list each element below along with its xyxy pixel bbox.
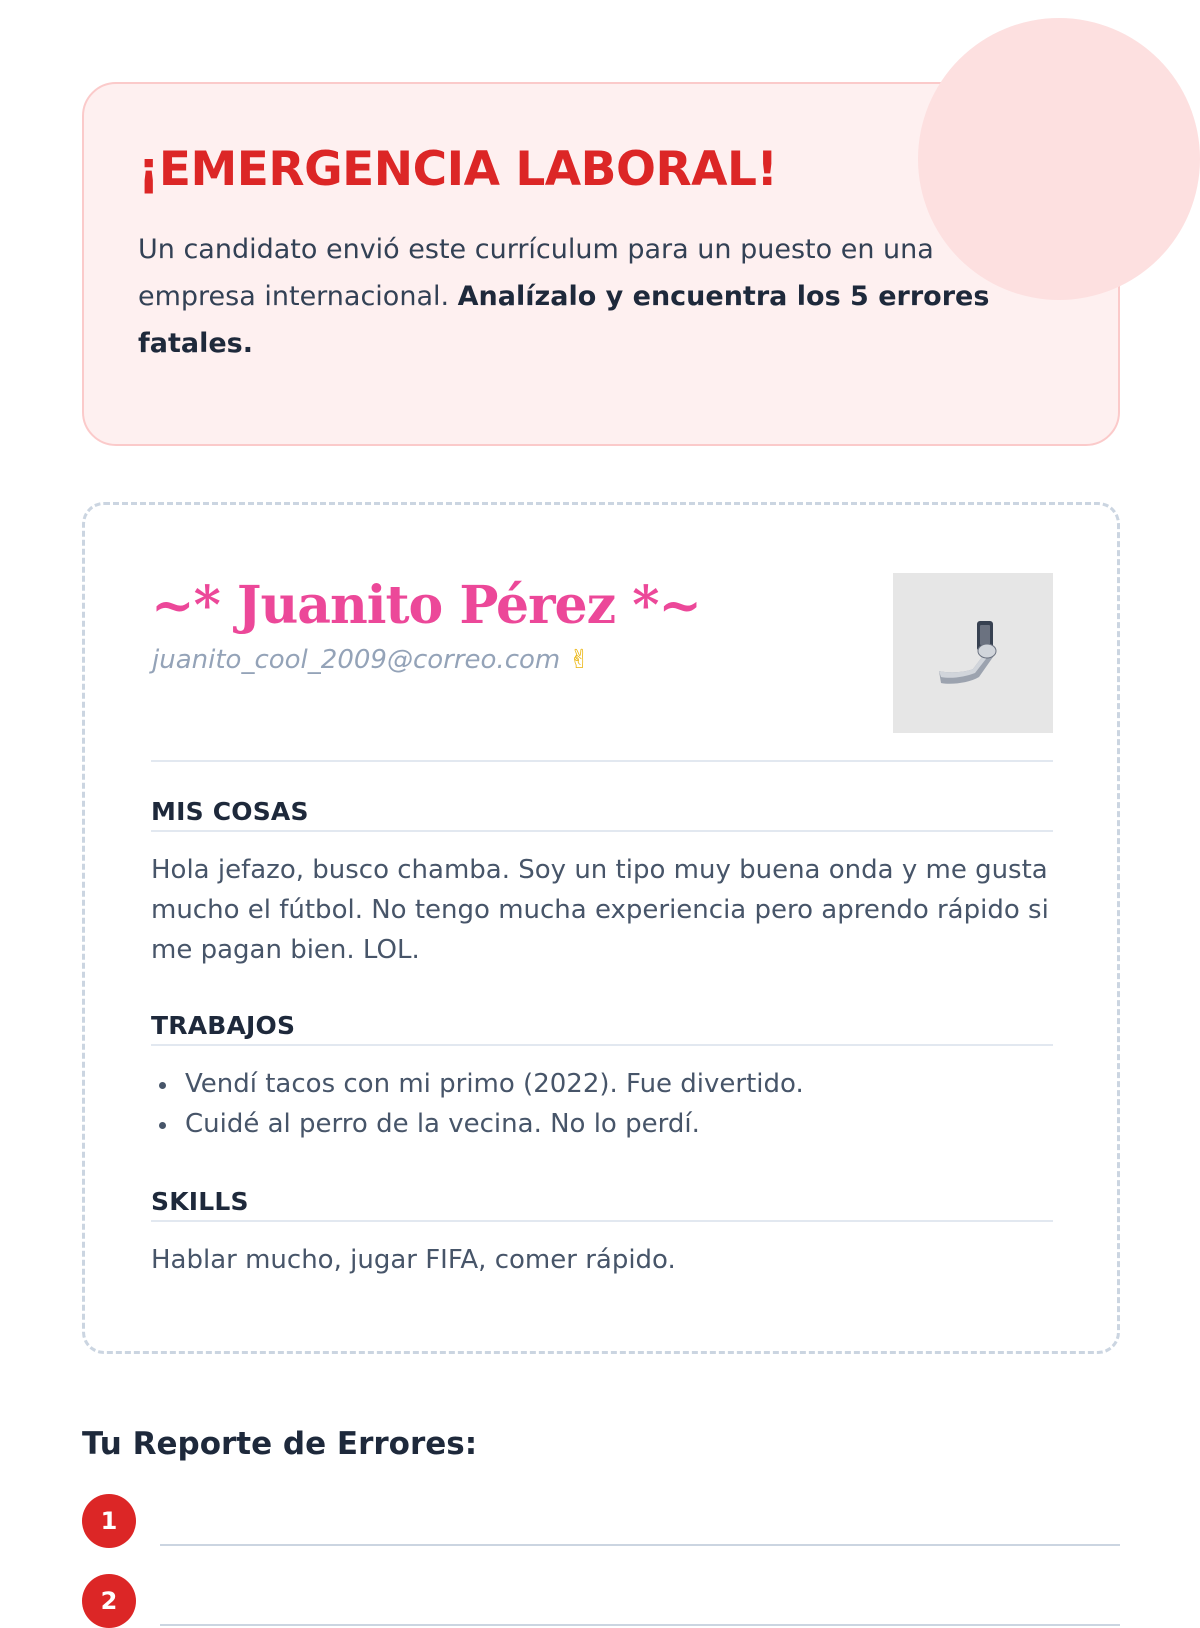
alert-description-text: Un candidato envió este currículum para un puesto en una empresa internacional. [138, 234, 934, 312]
section-heading-skills: SKILLS [151, 1187, 1053, 1222]
section-heading-jobs: TRABAJOS [151, 1011, 1053, 1046]
report-number-badge: 2 [82, 1574, 136, 1628]
report-item-1 [82, 1494, 1120, 1548]
report-number-badge: 1 [82, 1494, 136, 1548]
selfie-icon [933, 613, 1013, 693]
jobs-list [151, 1064, 1053, 1144]
section-heading-about: MIS COSAS [151, 797, 1053, 832]
resume-divider [151, 760, 1053, 762]
resume-email [152, 645, 590, 675]
alert-description-emphasis: Analízalo y encuentra los 5 errores fatales. [138, 281, 990, 359]
peace-hand-icon: ✌ [568, 645, 591, 675]
section-text-about: Hola jefazo, busco chamba. Soy un tipo muy buena onda y me gusta mucho el fútbol. No tengo mucha experiencia pero aprendo rápido si me pagan bien. LOL. [151, 855, 1049, 965]
section-about [151, 797, 1053, 970]
list-item: Vendí tacos con mi primo (2022). Fue divertido. [151, 1064, 1053, 1104]
alert-description [138, 226, 998, 367]
list-item: Cuidé al perro de la vecina. No lo perdí. [151, 1104, 1053, 1144]
report-title: Tu Reporte de Errores: [82, 1426, 478, 1462]
error-input-2[interactable] [160, 1574, 1120, 1626]
resume-email-text: juanito_cool_2009@correo.com [152, 645, 561, 675]
section-jobs [151, 1011, 1053, 1144]
resume-photo [893, 573, 1053, 733]
resume-card [82, 502, 1120, 1354]
report-item-2 [82, 1574, 1120, 1628]
emergency-alert-card [82, 82, 1120, 446]
section-skills [151, 1187, 1053, 1280]
error-input-1[interactable] [160, 1494, 1120, 1546]
resume-name: ~* Juanito Pérez *~ [151, 575, 702, 636]
alert-title: ¡EMERGENCIA LABORAL! [138, 142, 778, 197]
section-text-skills: Hablar mucho, jugar FIFA, comer rápido. [151, 1245, 676, 1275]
